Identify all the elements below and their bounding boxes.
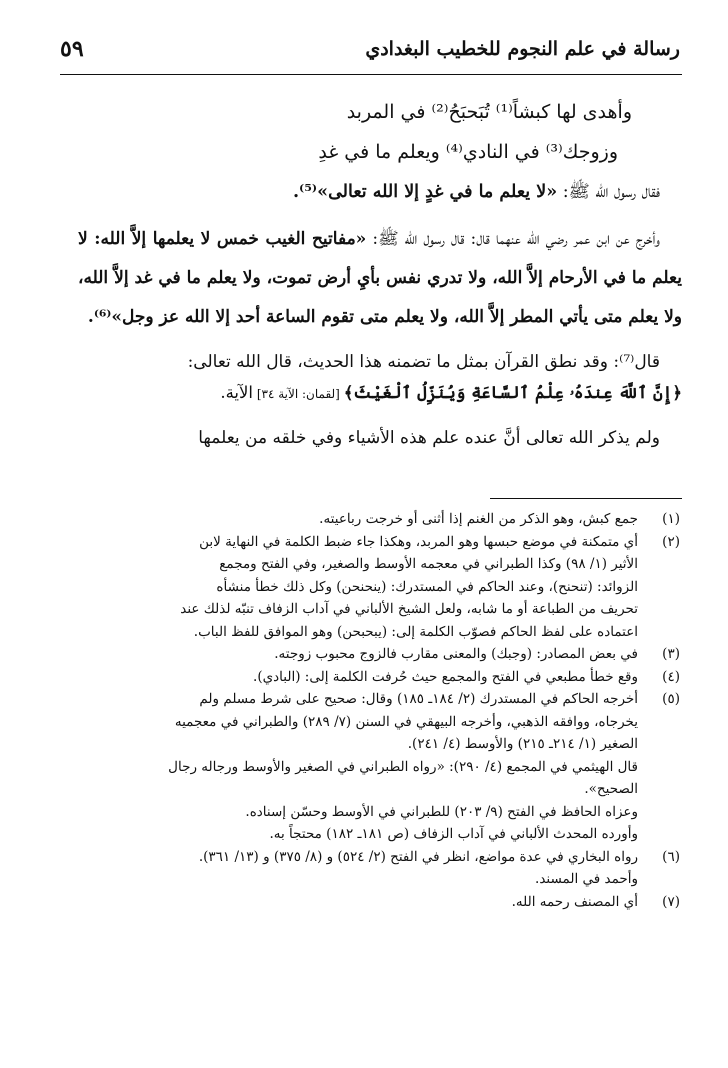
- qala-line: قال⁽⁷⁾: وقد نطق القرآن بمثل ما تضمنه هذا الحديث، قال الله تعالى:: [187, 352, 660, 372]
- footnote-line: أي المصنف رحمه الله.: [511, 893, 638, 910]
- footnote-number: (٦): [662, 848, 680, 865]
- hadith-text: «مفاتيح الغيب خمس لا يعلمها إلاَّ الله: لا يعلم ما في الأرحام إلاَّ الله، ولا تدري نفس بأيِ أرض تموت، ولا يعلم ما في غد إلاَّ الله، ولا يعلم متى يأتي المطر إلاَّ الله، ولا يعلم متى تقوم الساعة أحد إلا الله عز وجل»⁽⁶⁾.: [78, 229, 682, 327]
- footnote-line: في بعض المصادر: (وجبك) والمعنى مقارب فالزوج محبوب زوجته.: [274, 646, 638, 662]
- footnote-line: وأحمد في المسند.: [535, 871, 638, 887]
- closing-text: ولم يذكر الله تعالى أنَّ عنده علم هذه الأشياء وفي خلقه من يعلمها: [198, 428, 660, 448]
- ayah-tail: الآية.: [220, 383, 254, 402]
- quote-intro: فقال رسول الله ﷺ:: [557, 182, 660, 202]
- footnote-line: اعتماده على لفظ الحاكم فصوّب الكلمة إلى: (يبحبحن) وهو الموافق للفظ الباب.: [193, 623, 638, 640]
- ayah-reference: [لقمان: الآية ٣٤]: [253, 387, 344, 401]
- footnote-line: أي متمكنة في موضع حبسها وهو المربد، وهكذا جاء ضبط الكلمة في النهاية لابن: [199, 533, 638, 550]
- quran-ayah: [78, 377, 682, 410]
- poem-verse-1: وأهدى لها كبشاً⁽¹⁾ تُبَحبَحُ⁽²⁾ في المربد: [346, 101, 632, 123]
- footnote-line: وأورده المحدث الألباني في آداب الزفاف (ص ١٨١ـ ١٨٢) محتجاً به.: [269, 826, 638, 842]
- footnote-line: أخرجه الحاكم في المستدرك (٢/ ١٨٤ـ ١٨٥) وقال: صحيح على شرط مسلم ولم: [199, 691, 638, 707]
- footnote-line: الصحيح».: [584, 781, 638, 797]
- footnote-number: (١): [662, 511, 680, 527]
- footnote-line: وعزاه الحافظ في الفتح (٩/ ٢٠٣) للطبراني في الأوسط وحسّن إسناده.: [245, 803, 638, 820]
- footnote-continuation: [62, 801, 682, 846]
- footnote-line: يخرجاه، ووافقه الذهبي، وأخرجه البيهقي في السنن (٧/ ٢٨٩) والطبراني في معجميه: [174, 713, 638, 730]
- header-divider: [60, 74, 682, 75]
- footnote-divider: [490, 498, 682, 499]
- footnote-number: (٣): [662, 646, 680, 662]
- running-title: رسالة في علم النجوم للخطيب البغدادي: [365, 38, 680, 60]
- footnote: [62, 666, 682, 689]
- footnote-line: تحريف من الطباعة أو ما شابه، ولعل الشيخ الألباني في آداب الزفاف تنبّه لذلك عند: [180, 601, 638, 617]
- footnote-number: (٢): [662, 533, 680, 550]
- footnote-number: (٥): [662, 691, 680, 707]
- footnote-line: جمع كبش، وهو الذكر من الغنم إذا أثنى أو خرجت رباعيته.: [319, 511, 638, 527]
- footnote: [62, 846, 682, 891]
- footnote-number: (٧): [662, 893, 680, 910]
- main-text: [78, 92, 682, 458]
- footnote: [62, 643, 682, 666]
- footnote-line: الصغير (١/ ٢١٤ـ ٢١٥) والأوسط (٤/ ٢٤١).: [407, 736, 638, 752]
- footnote: [62, 531, 682, 644]
- quote-text: «لا يعلم ما في غدٍ إلا الله تعالى»⁽⁵⁾.: [292, 182, 558, 202]
- footnote-line: الأثير (١/ ٩٨) وكذا الطبراني في معجمه الأوسط والصغير، وفي الفتح ومجمع: [219, 556, 638, 572]
- footnote-continuation: [62, 756, 682, 801]
- footnote-line: وقع خطأ مطبعي في الفتح والمجمع حيث حُرفت الكلمة إلى: (البادي).: [253, 668, 638, 685]
- page-header: [60, 30, 680, 70]
- ayah-text: ﴿إِنَّ ٱللَّهَ عِندَهُۥ عِلْمُ ٱلسَّاعَةِ وَيُنَزِّلُ ٱلْغَيْثَ﴾: [343, 383, 682, 402]
- footnote-line: قال الهيثمي في المجمع (٤/ ٢٩٠): «رواه الطبراني في الصغير والأوسط ورجاله رجال: [168, 758, 638, 775]
- footnote: [62, 688, 682, 756]
- hadith-intro: وأخرج عن ابن عمر رضي الله عنهما قال: قال رسول الله ﷺ:: [366, 229, 660, 249]
- footnote: [62, 891, 682, 914]
- footnote: [62, 508, 682, 531]
- qala-paragraph: [78, 347, 682, 377]
- poem-verse-2: وزوجك⁽³⁾ في النادي⁽⁴⁾ ويعلم ما في غدِ: [318, 141, 618, 163]
- prophet-quote: [78, 172, 660, 212]
- footnote-number: (٤): [662, 668, 680, 685]
- hadith-paragraph: [78, 220, 682, 337]
- footnote-line: رواه البخاري في عدة مواضع، انظر في الفتح (٢/ ٥٢٤) و (٨/ ٣٧٥) و (١٣/ ٣٦١).: [198, 848, 638, 865]
- footnote-line: الزوائد: (تنحنح)، وعند الحاكم في المستدرك: (ينحنحن) وكل ذلك خطأ منشأه: [216, 578, 638, 595]
- page-number: ٥٩: [60, 36, 84, 62]
- footnotes: [62, 508, 682, 913]
- closing-line: [78, 418, 682, 458]
